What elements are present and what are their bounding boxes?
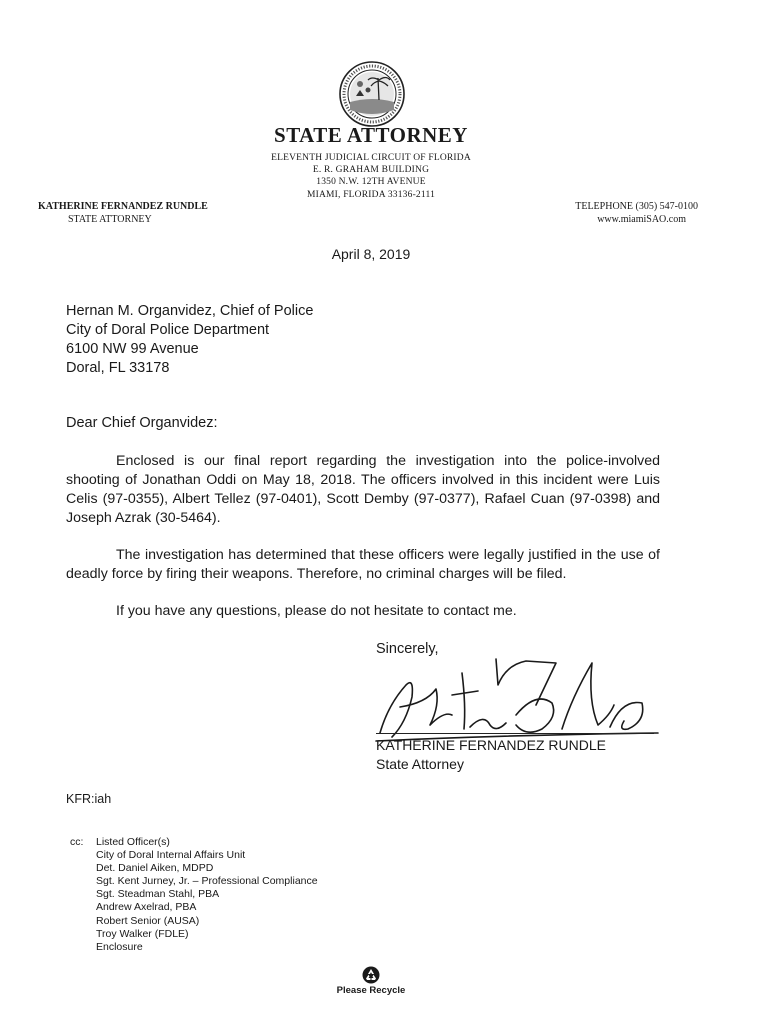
body-paragraph: If you have any questions, please do not hesitate to contact me. xyxy=(116,603,517,619)
recipient-line: Doral, FL 33178 xyxy=(66,360,170,376)
recycle-label: Please Recycle xyxy=(336,985,406,996)
address-line: 1350 N.W. 12TH AVENUE xyxy=(316,177,426,188)
address-line: MIAMI, FLORIDA 33136-2111 xyxy=(306,189,436,200)
cc-item: Enclosure xyxy=(96,940,143,953)
salutation: Dear Chief Organvidez: xyxy=(66,415,218,431)
recipient-line: 6100 NW 99 Avenue xyxy=(66,341,199,357)
official-name: KATHERINE FERNANDEZ RUNDLE xyxy=(38,201,208,212)
recipient-line: Hernan M. Organvidez, Chief of Police xyxy=(66,303,314,319)
recipient-address xyxy=(66,302,313,378)
recycle-icon xyxy=(362,966,380,984)
cc-item: Listed Officer(s) xyxy=(96,836,170,848)
official-header xyxy=(38,201,208,226)
signer-title: State Attorney xyxy=(376,756,464,772)
cc-label: cc: xyxy=(70,836,84,848)
florida-state-seal xyxy=(338,60,406,128)
cc-item: Troy Walker (FDLE) xyxy=(96,927,189,940)
cc-item: Robert Senior (AUSA) xyxy=(96,914,200,927)
signature-line xyxy=(376,733,654,734)
cc-item: Det. Daniel Aiken, MDPD xyxy=(96,862,214,875)
address-line: E. R. GRAHAM BUILDING xyxy=(312,165,430,176)
signer-name: KATHERINE FERNANDEZ RUNDLE xyxy=(376,737,606,753)
body-paragraph: Enclosed is our final report regarding the investigation into the police-involved shooting of Jonathan Oddi on May 18, 2018. The officers involved in this incident were Luis Celis (97-0355), Albert Tellez (97-0401), Scott Demby (97-0377), Rafael Cuan (97-0398) and Joseph Azrak (30-5464). xyxy=(66,453,660,526)
recipient-line: City of Doral Police Department xyxy=(66,322,270,338)
reference-initials: KFR:iah xyxy=(66,792,112,806)
cc-item: City of Doral Internal Affairs Unit xyxy=(96,849,246,862)
website: www.miamiSAO.com xyxy=(597,213,686,225)
address-line: ELEVENTH JUDICIAL CIRCUIT OF FLORIDA xyxy=(271,153,471,163)
letter-date: April 8, 2019 xyxy=(331,246,411,262)
cc-item: Andrew Axelrad, PBA xyxy=(96,901,197,914)
cc-item: Sgt. Steadman Stahl, PBA xyxy=(96,888,220,901)
official-title: STATE ATTORNEY xyxy=(68,213,152,225)
office-title: STATE ATTORNEY xyxy=(274,123,468,147)
telephone: TELEPHONE (305) 547-0100 xyxy=(575,201,698,212)
body-paragraph: The investigation has determined that these officers were legally justified in the use of deadly force by firing their weapons. Therefore, no criminal charges will be filed. xyxy=(66,547,660,582)
cc-item: Sgt. Kent Jurney, Jr. – Professional Compliance xyxy=(96,875,318,888)
office-address xyxy=(0,152,742,201)
cc-list xyxy=(96,836,318,954)
closing: Sincerely, xyxy=(376,641,439,657)
signature-block xyxy=(376,736,606,774)
contact-header xyxy=(575,201,698,226)
